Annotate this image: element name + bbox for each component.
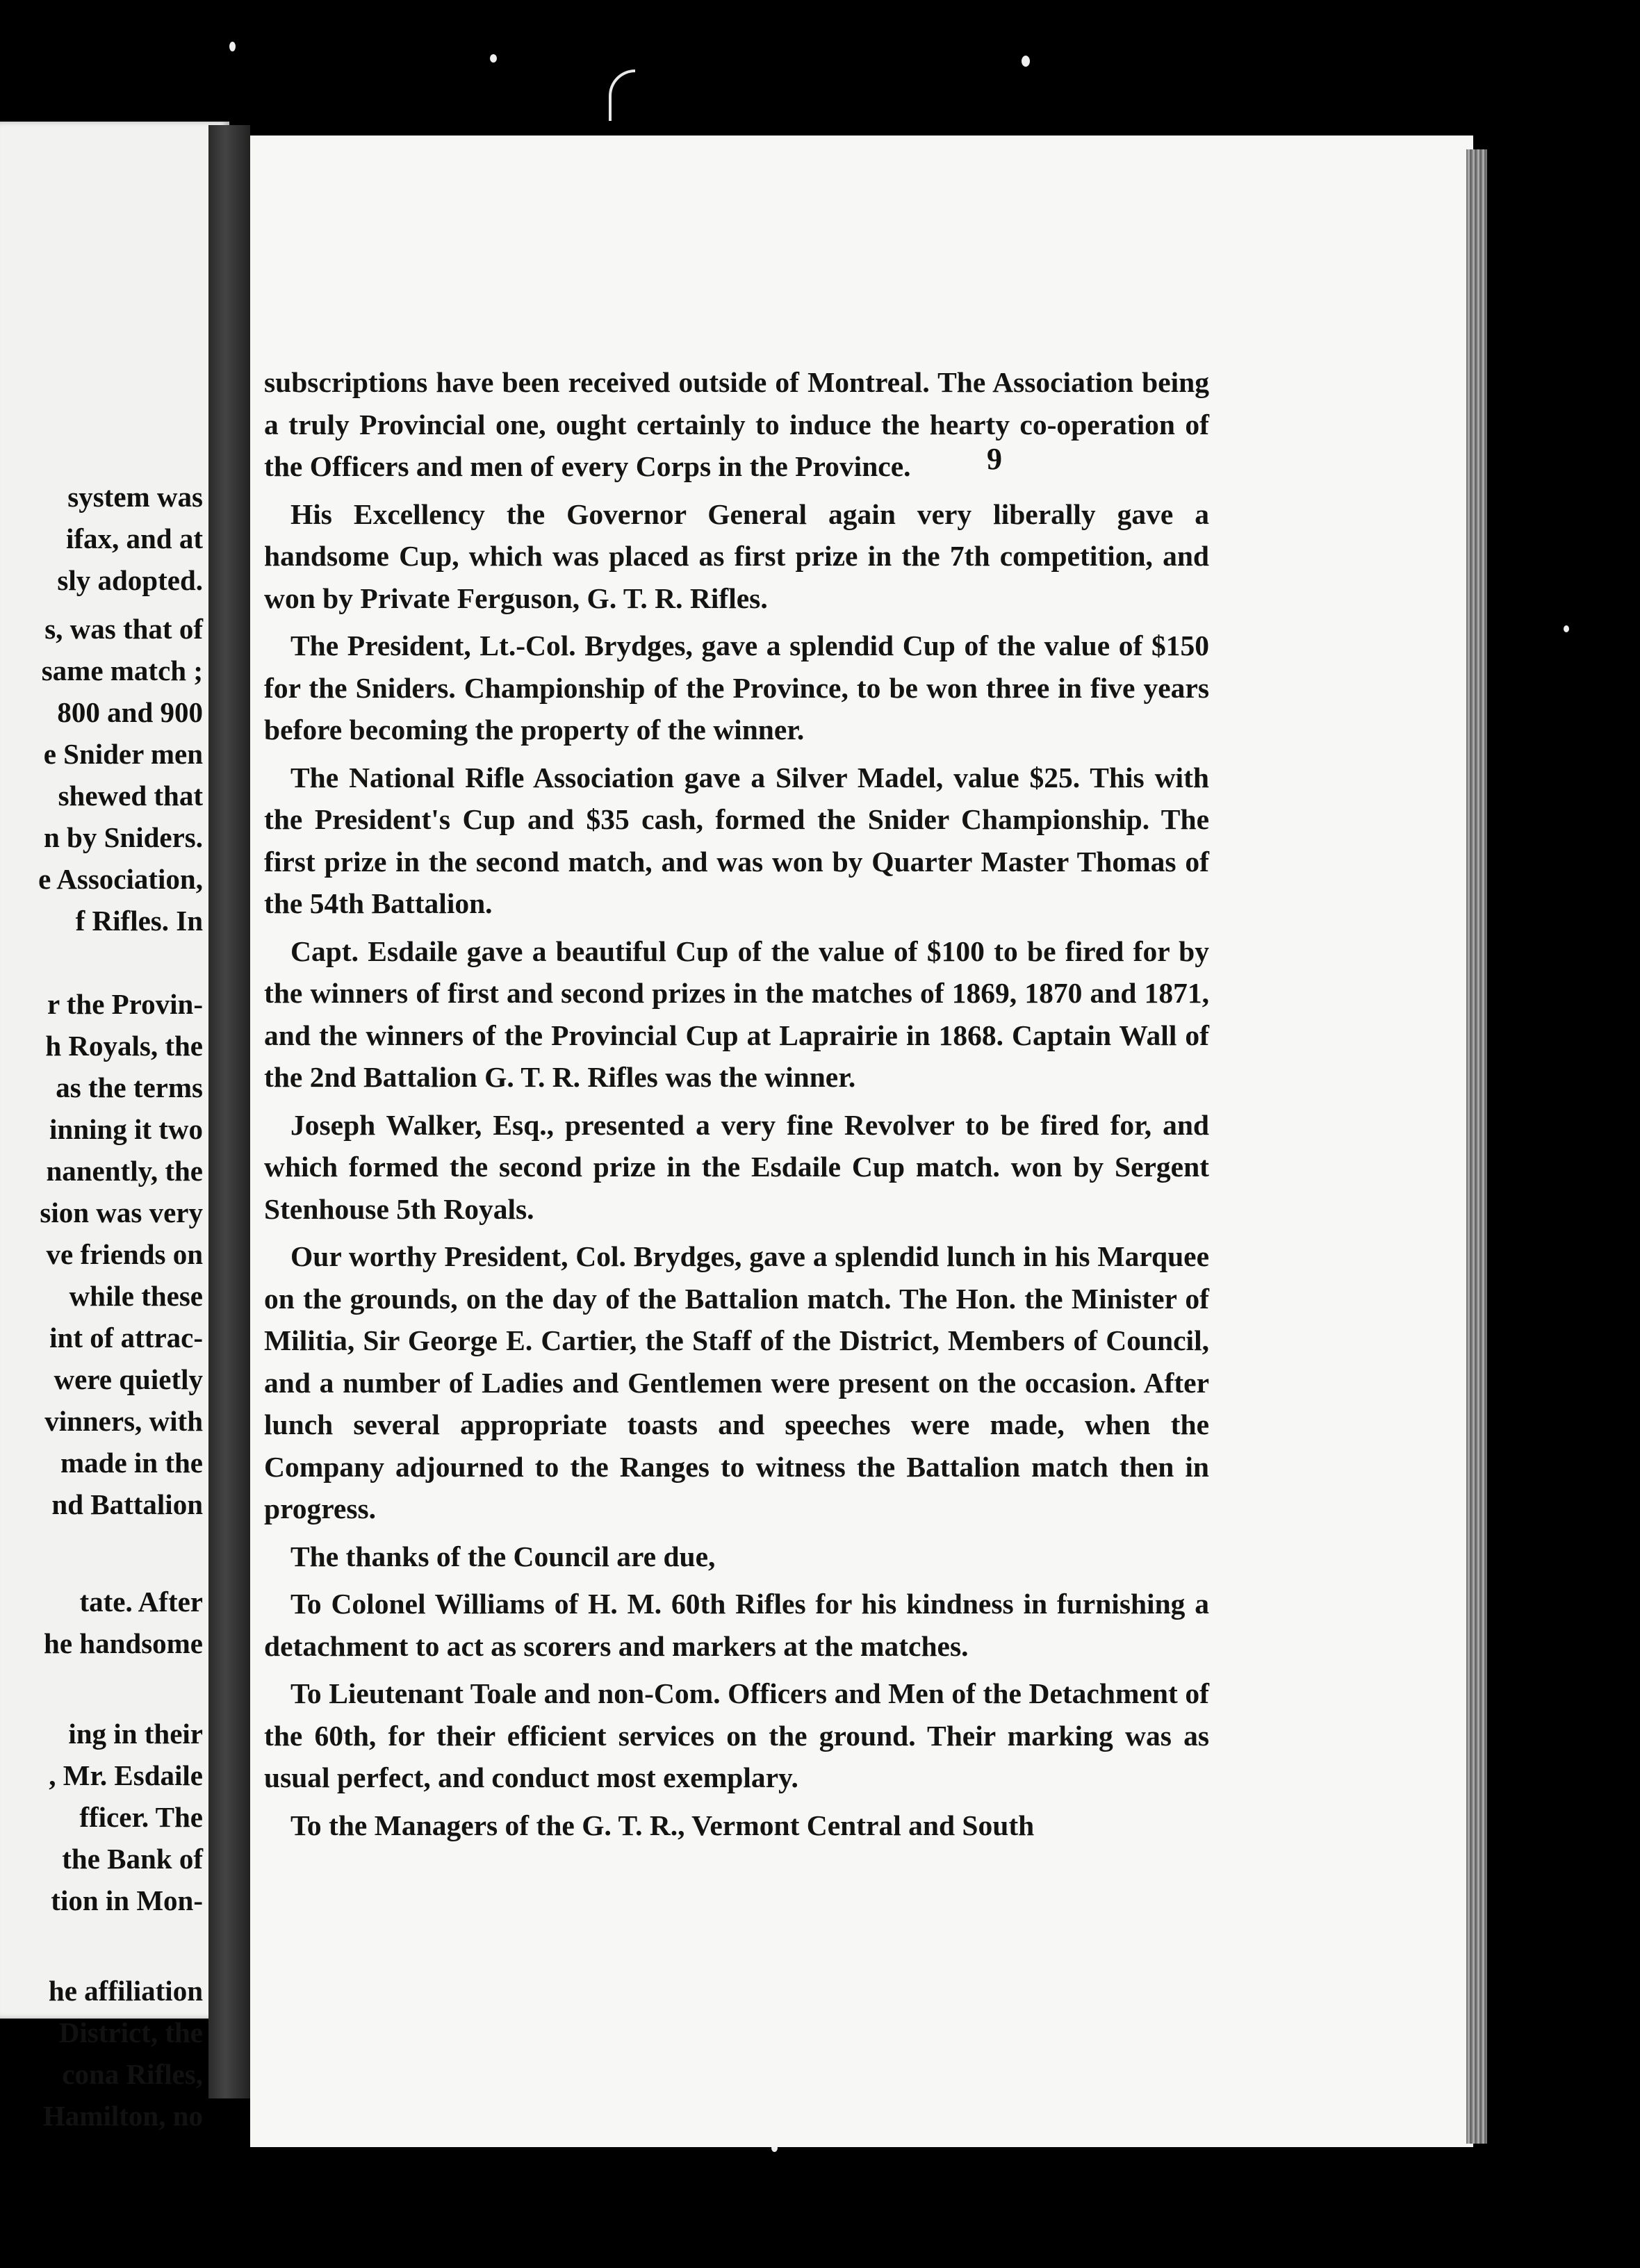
left-page-line: sly adopted. [57, 564, 203, 596]
left-page-line: District, the [58, 2016, 203, 2048]
left-page-line: h Royals, the [45, 1030, 203, 1062]
left-page-line: r the Provin- [47, 988, 203, 1020]
left-page-line: made in the [60, 1447, 203, 1479]
left-page-line: s, was that of [44, 613, 203, 645]
left-page-line: tion in Mon- [51, 1884, 203, 1916]
paragraph: To Lieutenant Toale and non-Com. Officers and Men of the Detachment of the 60th, for their efficient services on the ground. Their marking was as usual perfect, and conduct most exemplary. [264, 1677, 1209, 1793]
left-page-line: Hamilton, no [42, 2100, 203, 2132]
page-number: 9 [987, 442, 1002, 476]
dust-speck [1022, 56, 1030, 67]
left-page-line: ve friends on [46, 1238, 203, 1270]
paragraph: To the Managers of the G. T. R., Vermont Central and South [290, 1809, 1035, 1841]
paragraph: The National Rifle Association gave a Silver Madel, value $25. This with the President's Cup and $35 cash, formed the Snider Championship. The first prize in the second match, and was won by Quarter Master Thomas of the 54th Battalion. [264, 761, 1209, 919]
paragraph: His Excellency the Governor General again very liberally gave a handsome Cup, which was placed as first prize in the 7th competition, and won by Private Ferguson, G. T. R. Rifles. [264, 498, 1209, 614]
page-body [264, 361, 1209, 1852]
paper-curl-mark [609, 69, 635, 121]
dust-speck [229, 42, 236, 51]
paragraph: The thanks of the Council are due, [290, 1540, 716, 1572]
left-page-line: fficer. The [79, 1801, 203, 1833]
left-page-line: he affiliation [48, 1975, 203, 2007]
left-page-line: while these [69, 1280, 203, 1312]
left-page-line: , Mr. Esdaile [49, 1759, 203, 1791]
paragraph: Capt. Esdaile gave a beautiful Cup of the value of $100 to be fired for by the winners of first and second prizes in the matches of 1869, 1870 and 1871, and the winners of the Provincial Cup at Laprairie in 1868. Captain Wall of the 2nd Battalion G. T. R. Rifles was the winner. [264, 935, 1209, 1093]
left-page-line: cona Rifles, [62, 2058, 203, 2090]
paragraph: The President, Lt.-Col. Brydges, gave a splendid Cup of the value of $150 for the Sniders. Championship of the Province, to be won three in five years before becoming the property of the winner. [264, 630, 1209, 746]
left-page-line: nd Battalion [51, 1488, 203, 1520]
book-gutter [208, 125, 250, 2098]
left-page-line: e Snider men [43, 738, 203, 770]
paragraph: To Colonel Williams of H. M. 60th Rifles for his kindness in furnishing a detachment to act as scorers and markers at the matches. [264, 1588, 1209, 1662]
left-page-line: f Rifles. In [75, 905, 203, 937]
paragraph: Joseph Walker, Esq., presented a very fine Revolver to be fired for, and which formed the second prize in the Esdaile Cup match. won by Sergent Stenhouse 5th Royals. [264, 1108, 1209, 1225]
left-page [0, 122, 229, 2132]
left-page-line: shewed that [58, 780, 203, 812]
left-page-line: as the terms [56, 1071, 203, 1103]
paragraph: subscriptions have been received outside of Montreal. The Association being a truly Provincial one, ought certainly to induce the hearty co-operation of the Officers and men of every Corps in the Province. [264, 366, 1209, 482]
left-page-line: tate. After [79, 1586, 203, 1618]
paragraph: Our worthy President, Col. Brydges, gave a splendid lunch in his Marquee on the grounds, on the day of the Battalion match. The Hon. the Minister of Militia, Sir George E. Cartier, the Staff of the District, Members of Council, and a number of Ladies and Gentlemen were present on the occasion. After lunch several appropriate toasts and speeches were made, when the Company adjourned to the Ranges to witness the Battalion match then in progress. [264, 1240, 1209, 1525]
left-page-line: he handsome [44, 1627, 203, 1659]
left-page-line: system was [67, 481, 203, 513]
left-page-line: were quietly [54, 1363, 203, 1395]
page-edge [1466, 149, 1487, 2144]
dust-speck [490, 54, 497, 63]
left-page-line: e Association, [38, 863, 203, 895]
left-page-line: the Bank of [62, 1843, 203, 1875]
left-page-line: ifax, and at [65, 523, 203, 554]
left-page-line: inning it two [49, 1113, 203, 1145]
left-page-line: vinners, with [44, 1405, 203, 1437]
left-page-line: ing in their [68, 1718, 203, 1750]
left-page-line: 800 and 900 [57, 696, 203, 728]
left-page-line: int of attrac- [49, 1322, 203, 1354]
left-page-line: n by Sniders. [43, 821, 203, 853]
dust-speck [1564, 625, 1569, 632]
left-page-line: nanently, the [46, 1155, 203, 1187]
left-page-line: same match ; [41, 655, 203, 687]
left-page-line: sion was very [40, 1197, 203, 1228]
